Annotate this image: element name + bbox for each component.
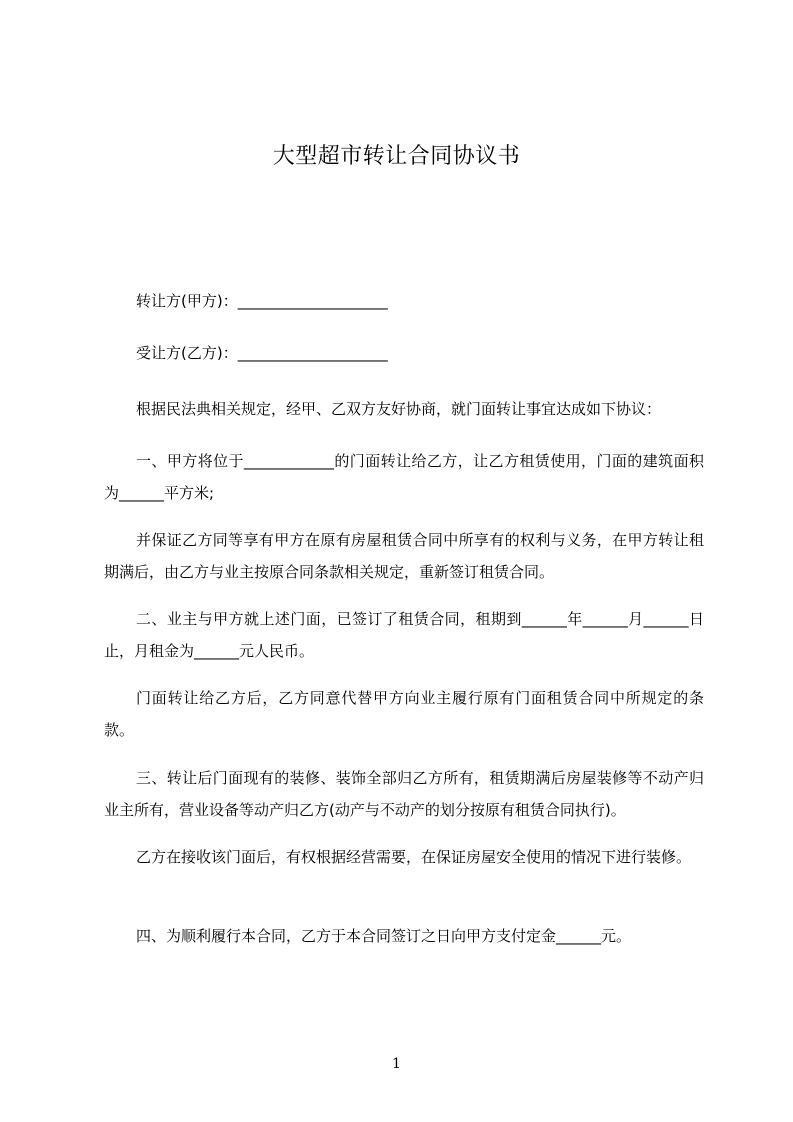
clause-1-note: 并保证乙方同等享有甲方在原有房屋租赁合同中所享有的权利与义务，在甲方转让租期满后，由乙方与业主按原合同条款相关规定，重新签订租赁合同。 <box>104 531 704 581</box>
clause-4: 四、为顺利履行本合同，乙方于本合同签订之日向甲方支付定金______元。 <box>136 927 632 945</box>
party-b-line: 受让方(乙方)：____________________ <box>136 344 388 362</box>
clause-3-note: 乙方在接收该门面后，有权根据经营需要，在保证房屋安全使用的情况下进行装修。 <box>136 848 692 866</box>
clause-1: 一、甲方将位于____________的门面转让给乙方，让乙方租赁使用，门面的建筑面积为______平方米; <box>104 452 704 502</box>
clause-3: 三、转让后门面现有的装修、装饰全部归乙方所有，租赁期满后房屋装修等不动产归业主所有，营业设备等动产归乙方(动产与不动产的划分按原有租赁合同执行)。 <box>104 769 704 819</box>
party-a-line: 转让方(甲方)：____________________ <box>136 292 388 310</box>
clause-2: 二、业主与甲方就上述门面，已签订了租赁合同，租期到______年______月______日止，月租金为______元人民币。 <box>104 610 704 660</box>
document-title: 大型超市转让合同协议书 <box>272 144 521 169</box>
page-number: 1 <box>392 1056 401 1072</box>
intro-paragraph: 根据民法典相关规定，经甲、乙双方友好协商，就门面转让事宜达成如下协议： <box>136 400 662 418</box>
clause-2-note: 门面转让给乙方后，乙方同意代替甲方向业主履行原有门面租赁合同中所规定的条款。 <box>104 689 704 739</box>
